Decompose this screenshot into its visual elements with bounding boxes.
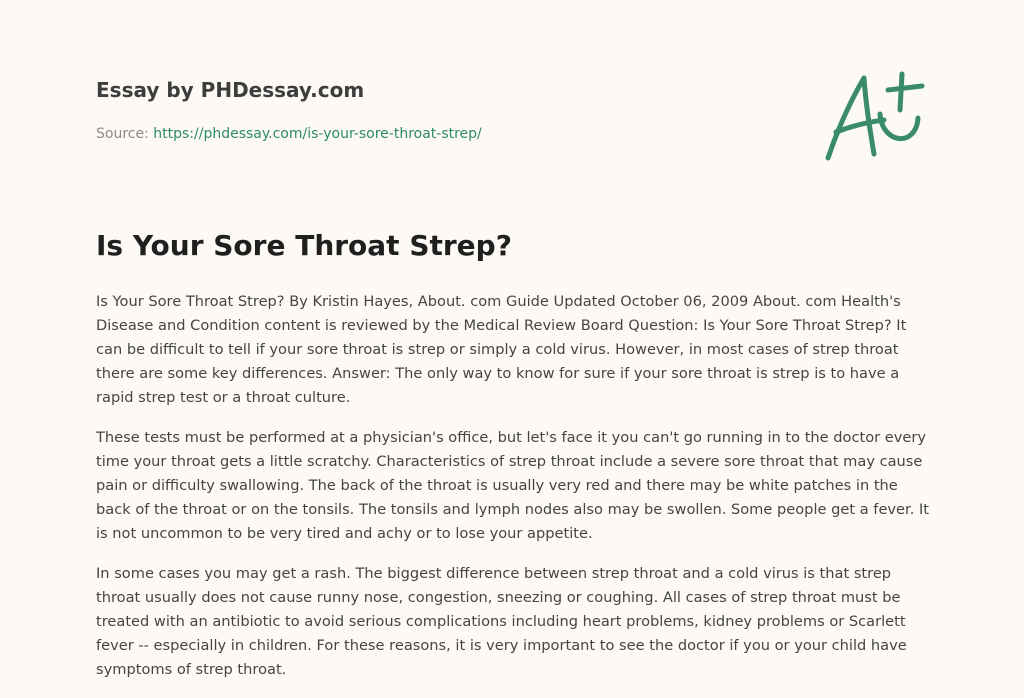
- article: [96, 226, 932, 698]
- source-line: [96, 124, 796, 144]
- article-paragraph: Is Your Sore Throat Strep? By Kristin Hayes, About. com Guide Updated October 06, 2009 About. com Health's Disease and Condition content is reviewed by the Medical Review Board Question: Is Your Sore Throat Strep? It can be difficult to tell if your sore throat is strep or simply a cold virus. However, in most cases of strep throat there are some key differences. Answer: The only way to know for sure if your sore throat is strep is to have a rapid strep test or a throat culture.: [96, 293, 907, 406]
- article-title: Is Your Sore Throat Strep?: [96, 229, 512, 262]
- a-plus-logo-icon: [818, 66, 930, 166]
- source-label: Source:: [96, 126, 149, 142]
- article-paragraph: These tests must be performed at a physician's office, but let's face it you can't go running in to the doctor every time your throat gets a little scratchy. Characteristics of strep throat include a severe sore throat that may cause pain or difficulty swallowing. The back of the throat is usually very red and there may be white patches in the back of the throat or on the tonsils. The tonsils and lymph nodes also may be swollen. Some people get a fever. It is not uncommon to be very tired and achy or to lose your appetite.: [96, 429, 929, 542]
- site-title: Essay by PHDessay.com: [96, 78, 365, 102]
- header: [96, 76, 796, 144]
- source-link[interactable]: https://phdessay.com/is-your-sore-throat-strep/: [153, 126, 482, 142]
- article-paragraph: In some cases you may get a rash. The biggest difference between strep throat and a cold virus is that strep throat usually does not cause runny nose, congestion, sneezing or coughing. All cases of strep throat must be treated with an antibiotic to avoid serious complications including heart problems, kidney problems or Scarlett fever -- especially in children. For these reasons, it is very important to see the doctor if you or your child have symptoms of strep throat.: [96, 565, 907, 678]
